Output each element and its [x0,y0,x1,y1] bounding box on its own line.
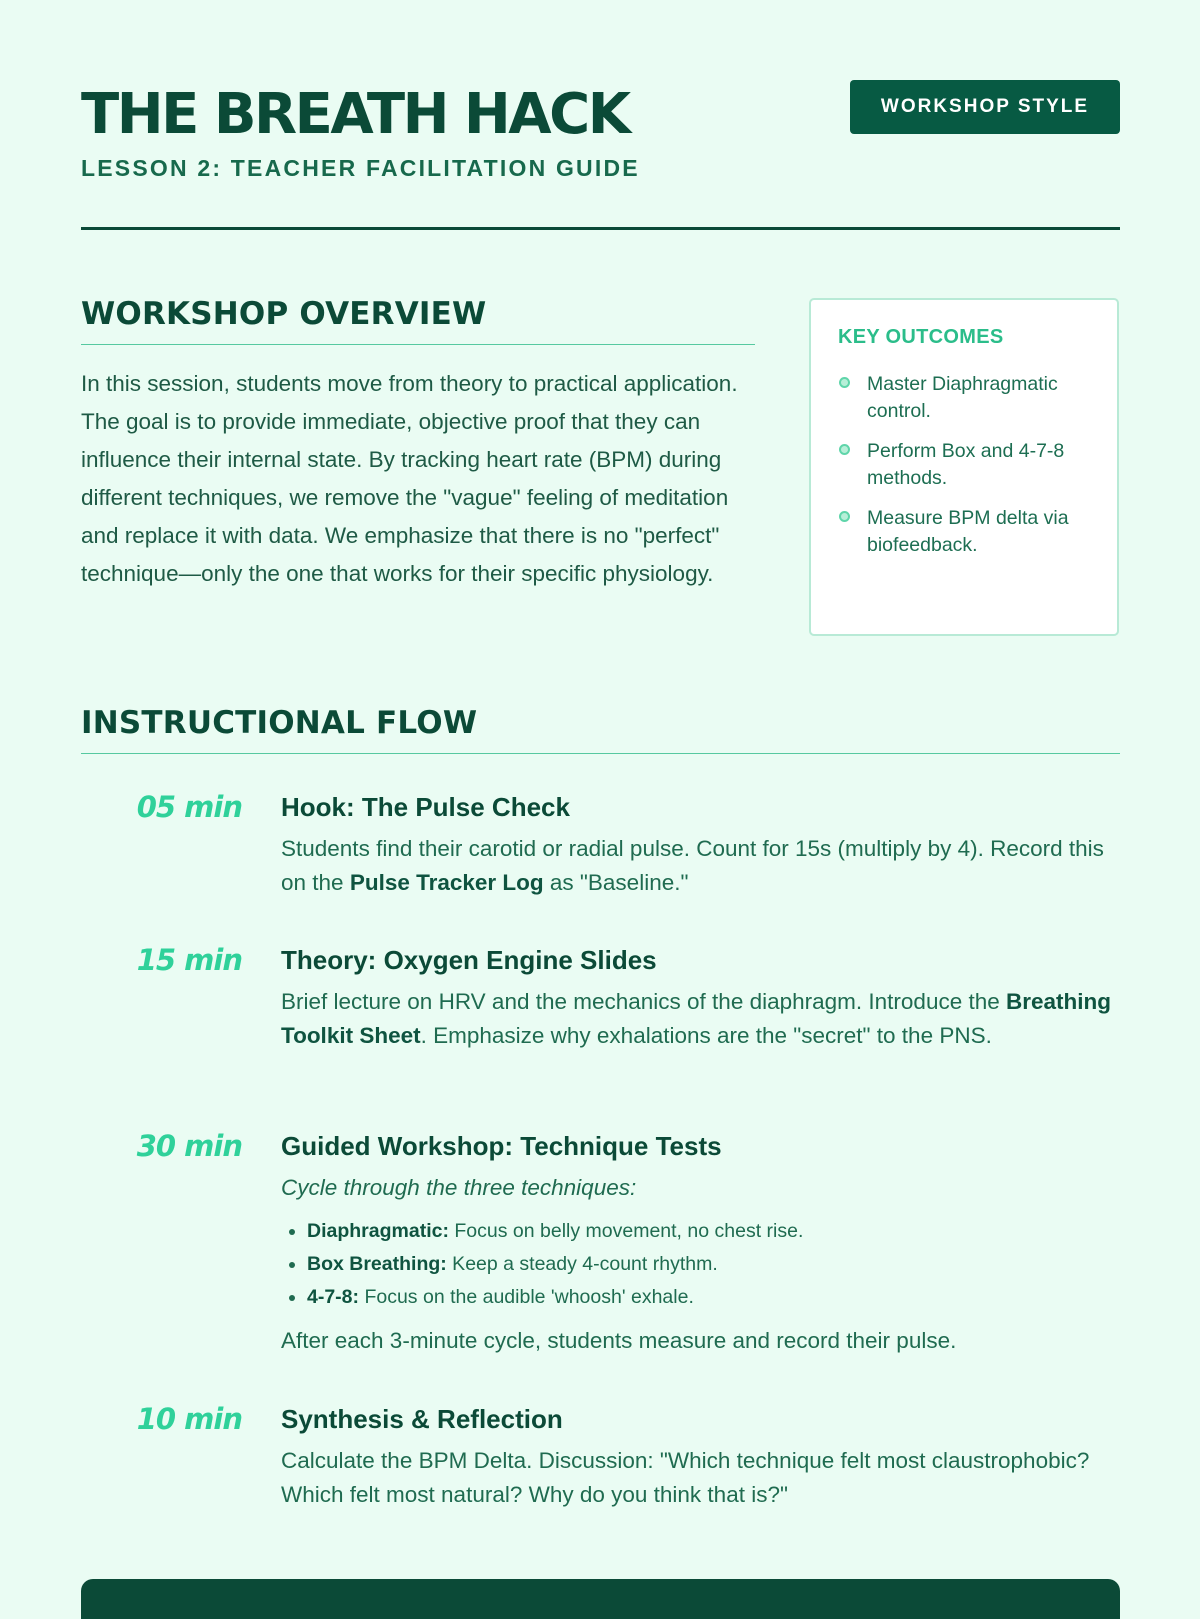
technique-text: Focus on belly movement, no chest rise. [448,1220,804,1242]
step-outro: After each 3-minute cycle, students measure and record their pulse. [281,1328,957,1353]
list-item [307,1215,1120,1248]
list-item [838,371,1097,425]
list-item [838,505,1097,559]
step-intro: Cycle through the three techniques: [281,1175,637,1200]
step-body [281,790,1120,899]
key-outcomes-list [838,371,1097,559]
outcome-text: Master Diaphragmatic control. [867,373,1058,422]
bullet-dot-icon [839,444,850,455]
list-item [307,1248,1120,1281]
step-description [281,832,1120,899]
step-duration: 05 min [136,790,242,824]
page [81,0,1120,1507]
step-description: Calculate the BPM Delta. Discussion: "Which technique felt most claustrophobic? Which felt most natural? Why do you think that is?" [281,1448,1090,1507]
list-item [307,1281,1120,1314]
header [81,0,1120,230]
step-duration: 15 min [136,943,242,977]
key-outcomes-card [809,298,1119,636]
instructional-flow-section [81,705,1120,1507]
step-title: Hook: The Pulse Check [281,792,570,822]
list-item [838,438,1097,492]
step-description-text: as "Baseline." [543,869,689,895]
step-title: Guided Workshop: Technique Tests [281,1131,722,1161]
step-body [281,1129,1120,1358]
overview-heading: WORKSHOP OVERVIEW [81,296,755,345]
technique-text: Focus on the audible 'whoosh' exhale. [359,1286,694,1308]
step-duration: 10 min [136,1402,242,1436]
technique-name: Diaphragmatic: [307,1220,449,1242]
footer-bar [81,1579,1120,1619]
overview-text: In this session, students move from theory to practical application. The goal is to provide immediate, objective proof that they can influence their internal state. By tracking heart rate (BPM) during different techniques, we remove the "vague" feeling of meditation and replace it with data. We emphasize that there is no "perfect" technique—only the one that works for their specific physiology. [81,371,738,586]
step-description-text: Students find their carotid or radial pulse. Count for 15s (multiply by 4). Record this on the [281,836,1104,895]
step-resource-name: Pulse Tracker Log [349,869,544,895]
workshop-style-badge: WORKSHOP STYLE [850,80,1120,134]
technique-name: Box Breathing: [307,1253,447,1275]
step-resource-name: Breathing Toolkit Sheet [281,989,1112,1048]
bullet-dot-icon [839,377,850,388]
technique-name: 4-7-8: [307,1286,360,1308]
outcome-text: Measure BPM delta via biofeedback. [867,507,1069,556]
page-subtitle: LESSON 2: TEACHER FACILITATION GUIDE [81,155,640,181]
outcome-text: Perform Box and 4-7-8 methods. [867,440,1065,489]
step-body [281,1402,1120,1511]
flow-heading: INSTRUCTIONAL FLOW [81,705,1120,754]
step-title: Synthesis & Reflection [281,1404,563,1434]
technique-text: Keep a steady 4-count rhythm. [446,1253,718,1275]
step-description-text: Brief lecture on HRV and the mechanics of the diaphragm. Introduce the [281,989,1006,1014]
key-outcomes-title: KEY OUTCOMES [838,326,1004,348]
step-description [281,985,1120,1052]
workshop-overview-section [81,296,755,593]
page-title: THE BREATH HACK [81,82,629,147]
technique-list [281,1215,1120,1314]
step-body [281,943,1120,1052]
step-description-text: . Emphasize why exhalations are the "secret" to the PNS. [420,1022,992,1048]
step-duration: 30 min [136,1129,242,1163]
header-divider [81,227,1120,230]
bullet-dot-icon [839,511,850,522]
step-title: Theory: Oxygen Engine Slides [281,945,657,975]
